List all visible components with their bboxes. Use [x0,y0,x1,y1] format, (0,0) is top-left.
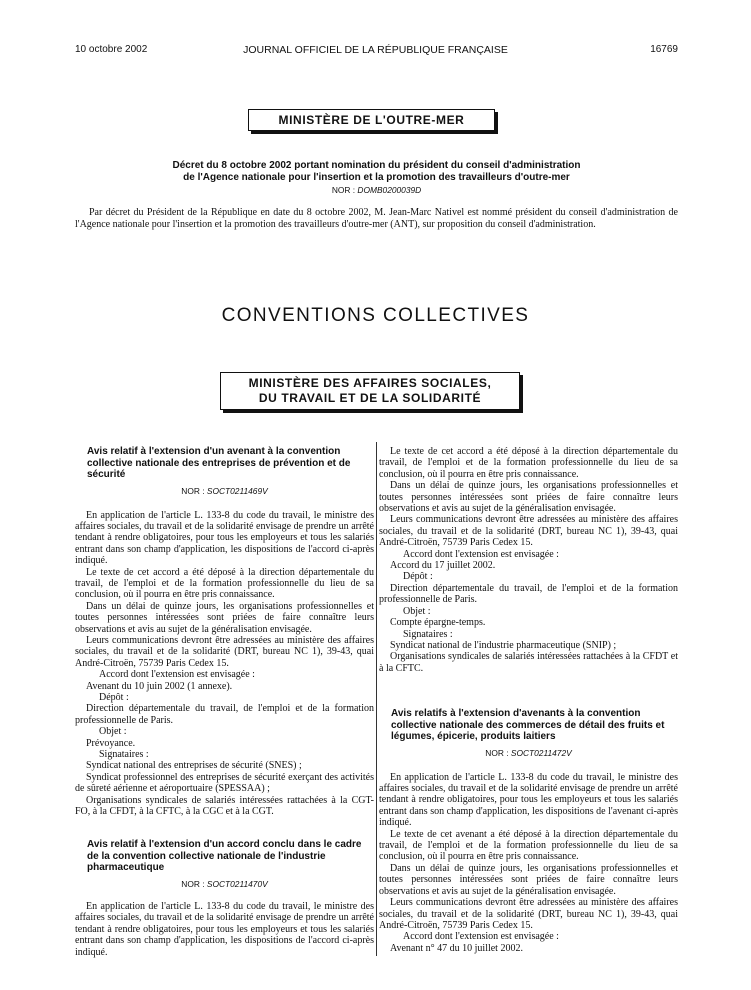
avis1-depot-label: Dépôt : [99,692,129,703]
avis2-nor-label: NOR : [181,878,205,889]
decree-nor [75,185,678,195]
avis2-accord: Accord du 17 juillet 2002. [390,560,496,572]
decree-title-line2: de l'Agence nationale pour l'insertion et la promotion des travailleurs d'outre-mer [183,171,570,183]
avis3-paragraph-1: En application de l'article L. 133-8 du code du travail, le ministre des affaires sociales, du travail et de la solidarité envisage de prendre un arrêté tendant à rendre obligatoires, pour tous les employeurs et tous les salariés entrant dans son champ d'application, les dispositions de l'avenant ci-après indiqué. [379,771,678,829]
ministry-affaires-sociales-box [220,372,520,410]
avis3-accord: Avenant n° 47 du 10 juillet 2002. [390,942,523,954]
header-date: 10 octobre 2002 [75,44,148,55]
avis1-signataires-label: Signataires : [99,749,149,761]
avis1-depot: Direction départementale du travail, de l'emploi et de la formation professionnelle de Paris. [75,703,374,726]
avis1-signataire-2: Syndicat professionnel des entreprises de sécurité exerçant des activités de sûreté aérienne et aéroportuaire (SPESSAA) ; [75,771,374,795]
avis1-signataire-3: Organisations syndicales de salariés intéressées rattachées à la CGT-FO, à la CFDT, à la CFTC, à la CGC et à la CGT. [75,794,374,818]
avis2-depot-label: Dépôt : [403,571,433,583]
avis2-accord-label: Accord dont l'extension est envisagée : [403,548,559,560]
avis1-body [75,510,374,818]
left-column [75,446,374,958]
avis1-signataire-1: Syndicat national des entreprises de sécurité (SNES) ; [86,760,302,772]
avis1-accord: Avenant du 10 juin 2002 (1 annexe). [86,680,233,692]
header-page-number: 16769 [650,44,678,55]
avis2-objet: Compte épargne-temps. [390,617,486,629]
avis1-paragraph-3: Dans un délai de quinze jours, les organisations professionnelles et toutes personnes intéressées sont priées de faire connaître leurs observations et avis au sujet de la généralisation envisagée. [75,600,374,635]
avis3-paragraph-2: Le texte de cet avenant a été déposé à la direction départementale du travail, de l'emploi et de la formation professionnelle du lieu de sa conclusion, où il pourra en être pris connaissance. [379,828,678,863]
avis1-paragraph-4: Leurs communications devront être adressées au ministère des affaires sociales, du travail et de la solidarité (DRT, bureau NC 1), 39-43, quai André-Citroën, 75739 Paris Cedex 15. [75,634,374,669]
avis2-paragraph-3: Dans un délai de quinze jours, les organisations professionnelles et toutes personnes intéressées sont priées de faire connaître leurs observations et avis au sujet de la généralisation envisagée. [379,480,678,515]
avis3-accord-label: Accord dont l'extension est envisagée : [403,931,559,943]
avis2-signataire-2: Organisations syndicales de salariés intéressées rattachées à la CFDT et à la CFTC. [379,651,678,674]
avis3-title: Avis relatifs à l'extension d'avenants à la convention collective nationale des commerces de détail des fruits et légumes, épicerie, produits laitiers [391,708,665,743]
avis1-title: Avis relatif à l'extension d'un avenant à la convention collective nationale des entreprises de prévention et de sécurité [87,446,351,480]
avis2-objet-label: Objet : [403,605,431,617]
avis2-paragraph-1: En application de l'article L. 133-8 du code du travail, le ministre des affaires sociales, du travail et de la solidarité envisage de prendre un arrêté tendant à rendre obligatoires, pour tous les employeurs et tous les salariés entrant dans son champ d'application, les dispositions de l'accord ci-après indiqué. [75,900,374,958]
ministry-affaires-sociales-line2: DU TRAVAIL ET DE LA SOLIDARITÉ [258,391,482,405]
decree-body-paragraph: Par décret du Président de la République en date du 8 octobre 2002, M. Jean-Marc Nativel est nommé président du conseil d'administration de l'Agence nationale pour l'insertion et la promotion des travailleurs d'outre-mer (ANT), sur proposition du conseil d'administration. [75,207,678,230]
avis1-accord-label: Accord dont l'extension est envisagée : [99,669,255,681]
avis2-nor [75,879,374,889]
ministry-outre-mer-label: MINISTÈRE DE L'OUTRE-MER [278,113,465,127]
avis1-nor-label: NOR : [181,485,205,496]
avis2-signataire-1: Syndicat national de l'industrie pharmaceutique (SNIP) ; [390,639,617,651]
avis2-depot: Direction départementale du travail, de l'emploi et de la formation professionnelle de Paris. [379,582,678,606]
avis1-objet-label: Objet : [99,726,127,738]
avis2-paragraph-2: Le texte de cet accord a été déposé à la direction départementale du travail, de l'emploi et de la formation professionnelle du lieu de sa conclusion, où il pourra en être pris connaissance. [379,446,678,480]
avis1-paragraph-2: Le texte de cet accord a été déposé à la direction départementale du travail, de l'emploi et de la formation professionnelle du lieu de sa conclusion, où il pourra en être pris connaissance. [75,566,374,601]
avis2-title: Avis relatif à l'extension d'un accord conclu dans le cadre de la convention collective nationale de l'industrie pharmaceutique [87,839,362,874]
decree-nor-code: DOMB0200039D [357,185,422,195]
right-column [379,446,678,954]
avis3-nor [379,748,678,758]
section-title: CONVENTIONS COLLECTIVES [221,305,530,326]
decree-body [75,207,678,230]
avis1-nor-code: SOCT0211469V [206,485,268,496]
header-journal-title: JOURNAL OFFICIEL DE LA RÉPUBLIQUE FRANÇAISE [243,44,508,56]
avis2-paragraph-4: Leurs communications devront être adressées au ministère des affaires sociales, du travail et de la solidarité (DRT, bureau NC 1), 39-43, quai André-Citroën, 75739 Paris Cedex 15. [379,514,678,549]
avis1-nor [75,486,374,496]
avis3-body [379,772,678,955]
avis2-continuation [379,446,678,674]
avis3-paragraph-3: Dans un délai de quinze jours, les organisations professionnelles et toutes personnes intéressées sont priées de faire connaître leurs observations et avis au sujet de la généralisation envisagée. [379,862,678,897]
ministry-outre-mer-box [248,109,495,131]
avis3-nor-code: SOCT0211472V [510,747,572,758]
avis1-objet: Prévoyance. [86,737,136,749]
avis3-nor-label: NOR : [485,747,509,758]
column-divider [376,442,377,956]
avis2-body [75,901,374,958]
decree-title [75,160,678,183]
ministry-affaires-sociales-line1: MINISTÈRE DES AFFAIRES SOCIALES, [248,376,492,390]
avis3-paragraph-4: Leurs communications devront être adressées au ministère des affaires sociales, du travail et de la solidarité (DRT, bureau NC 1), 39-43, quai André-Citroën, 75739 Paris Cedex 15. [379,897,678,931]
avis2-signataires-label: Signataires : [403,628,453,640]
decree-title-line1: Décret du 8 octobre 2002 portant nomination du président du conseil d'administration [172,160,581,171]
decree-nor-label: NOR : [331,185,356,195]
avis1-paragraph-1: En application de l'article L. 133-8 du code du travail, le ministre des affaires sociales, du travail et de la solidarité envisage de prendre un arrêté tendant à rendre obligatoires, pour tous les employeurs et tous les salariés entrant dans son champ d'application, les dispositions de l'accord ci-après indiqué. [75,509,374,567]
avis2-nor-code: SOCT0211470V [206,878,268,889]
